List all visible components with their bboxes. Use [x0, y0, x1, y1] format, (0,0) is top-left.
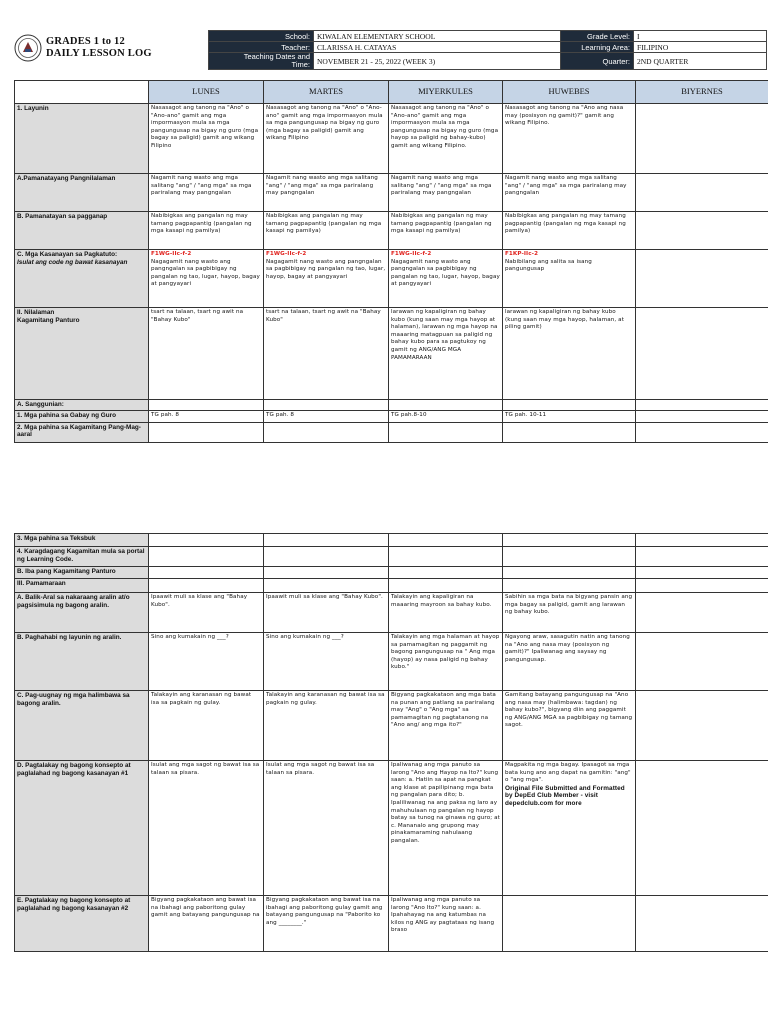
table-row: [15, 212, 768, 250]
cell-lunes: Nabibigkas ang pangalan ng may tamang pagpapantig (pangalan ng mga kasapi ng pamilya): [149, 212, 264, 250]
cell-huwebes: Sabihin sa mga bata na bigyang pansin ang mga bagay sa paligid, gamit ang larawan ng bahay kubo.: [503, 593, 636, 633]
school-value: KIWALAN ELEMENTARY SCHOOL: [314, 31, 561, 42]
deped-seal-icon: [14, 34, 42, 62]
cell-miyerkules: [389, 567, 503, 579]
cell-miyerkules: [389, 422, 503, 442]
cell-lunes: [149, 250, 264, 308]
cell-martes: Nasasagot ang tanong na "Ano" o "Ano-ano" gamit ang mga impormasyon mula sa mga pangungusap na bigay ng guro (mga bagay sa paligid) gamit ang wikang Filipino: [264, 104, 389, 174]
dates-label-line1: Teaching Dates and: [243, 52, 310, 61]
cell-miyerkules: Bigyang pagkakataon ang mga bata na punan ang patlang sa pariralang may "Ang" o "Ang mga" sa pamamagitan ng pagtatanong na "Ano ang/ ang mga ito?": [389, 691, 503, 761]
row-label: B. Paghahabi ng layunin ng aralin.: [15, 633, 149, 691]
code-huwebes: F1KP-IIc-2: [505, 251, 539, 257]
cell-miyerkules: Nabibigkas ang pangalan ng may tamang pagpapantig (pangalan ng mga kasapi ng pamilya): [389, 212, 503, 250]
cell-biyernes: [636, 308, 768, 400]
row-label: A. Balik-Aral sa nakaraang aralin at/o pagsisimula ng bagong aralin.: [15, 593, 149, 633]
cell-biyernes: [636, 422, 768, 442]
brand-line1: GRADES 1 to 12: [46, 36, 125, 47]
cell-huwebes: Gamitang batayang pangungusap na "Ano ang nasa may (halimbawa: tagdan) ng bahay kubo?", bigyang diin ang paggamit ng ANG/ANG MGA sa pagbibigay ng tamang sagot.: [503, 691, 636, 761]
code-miyerkules: F1WG-IIc-f-2: [391, 251, 432, 257]
grade-value: I: [634, 31, 767, 42]
row-label: E. Pagtalakay ng bagong konsepto at paglalahad ng bagong kasanayan #2: [15, 896, 149, 952]
cell-huwebes: Ngayong araw, sasagutin natin ang tanong na "Ano ang nasa may (posisyon ng gamit)?" Ipaliwanag ang saysay ng pangungusap.: [503, 633, 636, 691]
dates-label: [209, 53, 314, 70]
text-lunes: Nagagamit nang wasto ang pangngalan sa pagbibigay ng pangalan ng tao, lugar, hayop, bagay at pangyayari: [151, 258, 260, 288]
day-header-blank: [15, 81, 149, 104]
cell-huwebes: [503, 422, 636, 442]
cell-martes: [264, 547, 389, 567]
row-label: 2. Mga pahina sa Kagamitang Pang-Mag-aaral: [15, 422, 149, 442]
cell-martes: Bigyang pagkakataon ang bawat isa na ibahagi ang paboritong gulay gamit ang batayang pangungusap na "Paborito ko ang ________.": [264, 896, 389, 952]
dates-label-line2: Time:: [291, 60, 310, 69]
area-label: Learning Area:: [561, 42, 634, 53]
row-label: [15, 250, 149, 308]
cell-biyernes: [636, 633, 768, 691]
cell-martes: Talakayin ang karanasan ng bawat isa sa pagkain ng gulay.: [264, 691, 389, 761]
row-label: B. Pamanatayan sa pagganap: [15, 212, 149, 250]
cell-martes: [264, 250, 389, 308]
cell-lunes: [149, 400, 264, 411]
row-label: 3. Mga pahina sa Teksbuk: [15, 534, 149, 547]
cell-martes: Nabibigkas ang pangalan ng may tamang pagpapantig (pangalan ng mga kasapi ng pamilya): [264, 212, 389, 250]
cell-miyerkules: Ipaliwanag ang mga panuto sa larong "Ano Ito?" kung saan: a. Ipahahayag na ang katumbas na kilos ng ANG ay pagtataas ng isang braso: [389, 896, 503, 952]
cell-huwebes: Nagamit nang wasto ang mga salitang "ang" / "ang mga" sa mga pariralang may pangngalan: [503, 174, 636, 212]
cell-lunes: [149, 579, 264, 593]
text-huwebes: Nabibilang ang salita sa isang pangungusap: [505, 258, 592, 273]
cell-miyerkules: Nagamit nang wasto ang mga salitang "ang" / "ang mga" sa mga pariralang may pangngalan: [389, 174, 503, 212]
cell-lunes: Sino ang kumakain ng ___?: [149, 633, 264, 691]
cell-martes: [264, 422, 389, 442]
lesson-table-part2: [14, 533, 768, 952]
day-header-huwebes: HUWEBES: [503, 81, 636, 104]
row-label: 1. Layunin: [15, 104, 149, 174]
cell-huwebes: Nasasagot ang tanong na "Ano ang nasa may (posisyon ng gamit)?" gamit ang wikang Filipino.: [503, 104, 636, 174]
cell-lunes: [149, 547, 264, 567]
day-header-miyerkules: MIYERKULES: [389, 81, 503, 104]
row-label: 4. Karagdagang Kagamitan mula sa portal ng Learning Code.: [15, 547, 149, 567]
cell-huwebes: [503, 896, 636, 952]
cell-miyerkules: larawan ng kapaligiran ng bahay kubo (kung saan may mga hayop at halaman), larawan ng mga hayop na maaaring matagpuan sa paligid ng bahay kubo para sa pagtukoy ng gamit ng ANG/ANG MGA PAMAMARAAN: [389, 308, 503, 400]
day-header-lunes: LUNES: [149, 81, 264, 104]
table-row: [15, 633, 768, 691]
table-row: [15, 896, 768, 952]
cell-lunes: [149, 534, 264, 547]
table-row: [15, 250, 768, 308]
cell-biyernes: [636, 400, 768, 411]
cell-biyernes: [636, 761, 768, 896]
text-miyerkules: Nagagamit nang wasto ang pangngalan sa pagbibigay ng pangalan ng tao, lugar, hayop, bagay at pangyayari: [391, 258, 500, 288]
cell-huwebes: [503, 400, 636, 411]
cell-biyernes: [636, 567, 768, 579]
cell-biyernes: [636, 104, 768, 174]
cell-martes: TG pah. 8: [264, 410, 389, 422]
cell-miyerkules: [389, 250, 503, 308]
cell-huwebes: [503, 534, 636, 547]
cell-huwebes: larawan ng kapaligiran ng bahay kubo (kung saan may mga hayop, halaman, at piling gamit): [503, 308, 636, 400]
row-label: II. Nilalaman Kagamitang Panturo: [15, 308, 149, 400]
table-row: [15, 691, 768, 761]
cell-lunes: Nagamit nang wasto ang mga salitang "ang" / "ang mga" sa mga pariralang may pangngalan: [149, 174, 264, 212]
cell-lunes: Nasasagot ang tanong na "Ano" o "Ano-ano" gamit ang mga impormasyon mula sa mga pangungusap na bigay ng guro (mga bagay sa paligid) gamit ang wikang Filipino: [149, 104, 264, 174]
table-row: [15, 422, 768, 442]
cell-miyerkules: [389, 579, 503, 593]
row-label: D. Pagtalakay ng bagong konsepto at paglalahad ng bagong kasanayan #1: [15, 761, 149, 896]
cell-biyernes: [636, 896, 768, 952]
row-label: A.Pamanatayang Pangnilalaman: [15, 174, 149, 212]
cell-lunes: Bigyang pagkakataon ang bawat isa na ibahagi ang paboritong gulay gamit ang batayang pangungusap na: [149, 896, 264, 952]
row-label: B. Iba pang Kagamitang Panturo: [15, 567, 149, 579]
cell-martes: [264, 534, 389, 547]
cell-lunes: Talakayin ang karanasan ng bawat isa sa pagkain ng gulay.: [149, 691, 264, 761]
cell-huwebes: [503, 567, 636, 579]
text-huwebes: Magpakita ng mga bagay. Ipasagot sa mga bata kung ano ang dapat na gamitin: "ang" o "ang mga".: [505, 762, 631, 784]
table-row: [15, 104, 768, 174]
row-label: C. Pag-uugnay ng mga halimbawa sa bagong aralin.: [15, 691, 149, 761]
cell-lunes: Ipaawit muli sa klase ang "Bahay Kubo".: [149, 593, 264, 633]
cell-miyerkules: TG pah.8-10: [389, 410, 503, 422]
cell-biyernes: [636, 547, 768, 567]
area-value: FILIPINO: [634, 42, 767, 53]
brand-title: [46, 36, 152, 60]
cell-lunes: [149, 422, 264, 442]
cell-martes: Ipaawit muli sa klase ang "Bahay Kubo".: [264, 593, 389, 633]
cell-miyerkules: [389, 534, 503, 547]
dates-value: NOVEMBER 21 - 25, 2022 (WEEK 3): [314, 53, 561, 70]
table-row: [15, 593, 768, 633]
row-label: III. Pamamaraan: [15, 579, 149, 593]
cell-martes: [264, 567, 389, 579]
cell-biyernes: [636, 534, 768, 547]
table-row: [15, 579, 768, 593]
table-row: [15, 547, 768, 567]
day-header-martes: MARTES: [264, 81, 389, 104]
table-row: [15, 761, 768, 896]
row-label: A. Sanggunian:: [15, 400, 149, 411]
day-header-row: [15, 81, 768, 104]
cell-martes: [264, 400, 389, 411]
cell-huwebes: Nabibigkas ang pangalan ng may tamang pagpapantig (pangalan ng mga kasapi ng pamilya): [503, 212, 636, 250]
grade-label: Grade Level:: [561, 31, 634, 42]
cell-miyerkules: Nasasagot ang tanong na "Ano" o "Ano-ano" gamit ang mga impormasyon mula sa mga pangungusap na bigay ng guro (mga hayop sa paligid ng bahay-kubo) gamit ang wikang Filipino.: [389, 104, 503, 174]
table-row: [15, 534, 768, 547]
quarter-label: Quarter:: [561, 53, 634, 70]
cell-huwebes: [503, 547, 636, 567]
cell-biyernes: [636, 579, 768, 593]
text-martes: Nagagamit nang wasto ang pangngalan sa pagbibigay ng pangalan ng tao, lugar, hayop, bagay at pangyayari: [266, 258, 386, 280]
table-row: [15, 410, 768, 422]
cell-huwebes: TG pah. 10-11: [503, 410, 636, 422]
cell-martes: [264, 579, 389, 593]
code-martes: F1WG-IIc-f-2: [266, 251, 307, 257]
depedclub-note: Original File Submitted and Formatted by DepEd Club Member - visit depedclub.com for more: [505, 784, 625, 807]
brand-line2: DAILY LESSON LOG: [46, 48, 152, 59]
cell-huwebes: [503, 579, 636, 593]
cell-biyernes: [636, 593, 768, 633]
cell-martes: Sino ang kumakain ng ___?: [264, 633, 389, 691]
cell-miyerkules: [389, 547, 503, 567]
cell-miyerkules: Ipaliwanag ang mga panuto sa larong "Ano ang Hayop na Ito?" kung saan: a. Hatiin sa apat na pangkat ang klase at papilipinang mga bata ng pangalan para dito; b. Ipaliliwanag na ang paksa ng laro ay mahuhulaan ng pangalan ng hayop batay sa tunog na ginawa ng guro; at c. Mananalo ang grupong may pinakamaraming nahulaang pangalan.: [389, 761, 503, 896]
cell-huwebes: [503, 761, 636, 896]
code-lunes: F1WG-IIc-f-2: [151, 251, 192, 257]
cell-lunes: Isulat ang mga sagot ng bawat isa sa talaan sa pisara.: [149, 761, 264, 896]
cell-martes: Isulat ang mga sagot ng bawat isa sa talaan sa pisara.: [264, 761, 389, 896]
cell-martes: tsart na talaan, tsart ng awit na "Bahay Kubo": [264, 308, 389, 400]
cell-lunes: tsart na talaan, tsart ng awit na "Bahay Kubo": [149, 308, 264, 400]
cell-miyerkules: [389, 400, 503, 411]
teacher-label: Teacher:: [209, 42, 314, 53]
cell-miyerkules: Talakayin ang mga halaman at hayop sa pamamagitan ng paggamit ng bagong pangungusap na " Ang mga (hayop) ay nasa paligid ng bahay kubo.": [389, 633, 503, 691]
row-label-sub: Isulat ang code ng bawat kasanayan: [17, 258, 128, 266]
cell-martes: Nagamit nang wasto ang mga salitang "ang" / "ang mga" sa mga pariralang may pangngalan: [264, 174, 389, 212]
row-label-main: C. Mga Kasanayan sa Pagkatuto:: [17, 251, 118, 258]
cell-huwebes: [503, 250, 636, 308]
cell-lunes: TG pah. 8: [149, 410, 264, 422]
quarter-value: 2ND QUARTER: [634, 53, 767, 70]
cell-biyernes: [636, 410, 768, 422]
cell-lunes: [149, 567, 264, 579]
cell-miyerkules: Talakayin ang kapaligiran na maaaring mayroon sa bahay kubo.: [389, 593, 503, 633]
table-row: [15, 174, 768, 212]
table-row: [15, 308, 768, 400]
header-info-table: [208, 30, 767, 70]
row-label: 1. Mga pahina sa Gabay ng Guro: [15, 410, 149, 422]
table-row: [15, 400, 768, 411]
day-header-biyernes: BIYERNES: [636, 81, 768, 104]
school-label: School:: [209, 31, 314, 42]
table-row: [15, 567, 768, 579]
cell-biyernes: [636, 212, 768, 250]
cell-biyernes: [636, 691, 768, 761]
lesson-table-part1: [14, 80, 768, 443]
cell-biyernes: [636, 250, 768, 308]
teacher-value: CLARISSA H. CATAYAS: [314, 42, 561, 53]
cell-biyernes: [636, 174, 768, 212]
